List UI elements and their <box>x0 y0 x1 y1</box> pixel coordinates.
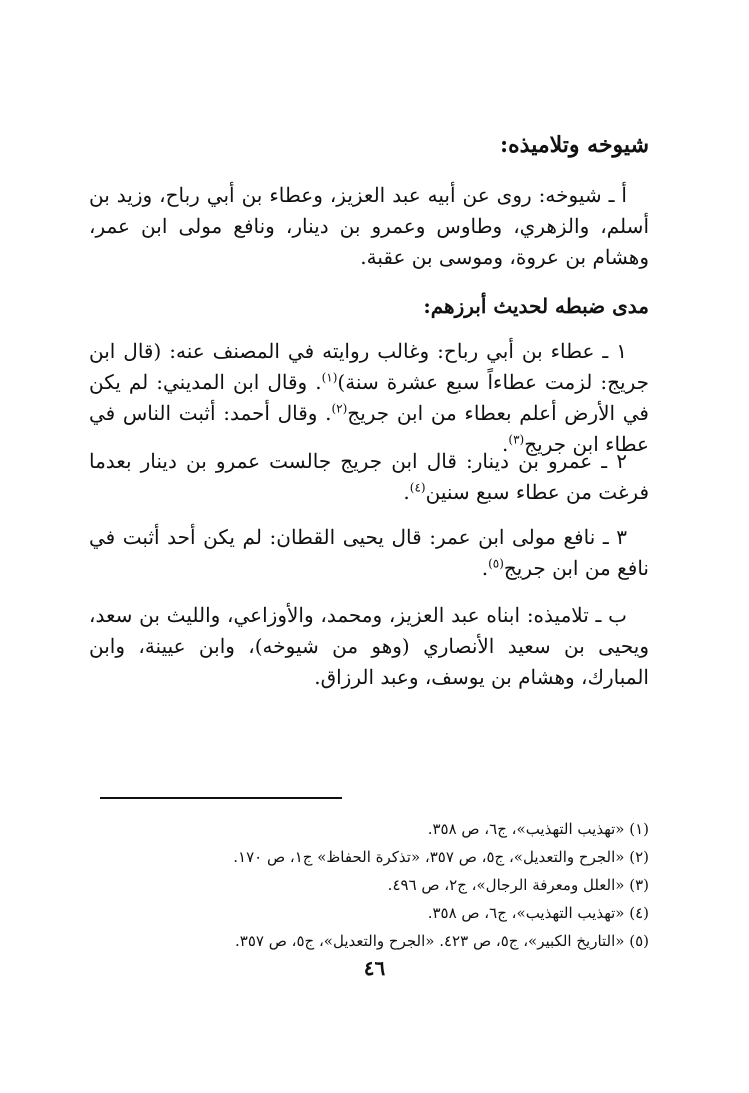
shuyukh-text: روى عن أبيه عبد العزيز، وعطاء بن أبي رباح، وزيد بن أسلم، والزهري، وطاوس وعمرو بن دينار، ونافع مولى ابن عمر، وهشام بن عروة، وموسى بن عقبة. <box>89 183 649 269</box>
footnote-3: (٣) «العلل ومعرفة الرجال»، ج٢، ص ٤٩٦. <box>387 876 649 894</box>
item-3-text-a: ٣ ـ نافع مولى ابن عمر: قال يحيى القطان: لم يكن أحد أثبت في نافع من ابن جريج <box>89 525 649 580</box>
item-2-text-b: . <box>403 480 410 504</box>
footnote-ref-3: (٣) <box>508 432 525 447</box>
item-2-text-a: ٢ ـ عمرو بن دينار: قال ابن جريج جالست عمرو بن دينار بعدما فرغت من عطاء سبع سنين <box>89 449 649 504</box>
subheading: مدى ضبطه لحديث أبرزهم: <box>423 294 649 318</box>
shuyukh-label: أ ـ شيوخه: <box>538 183 627 207</box>
footnotes <box>89 815 649 955</box>
item-3-paragraph <box>89 522 649 584</box>
page-number: ٤٦ <box>363 956 386 980</box>
talamidh-paragraph: ب ـ تلاميذه: ابناه عبد العزيز، ومحمد، والأوزاعي، والليث بن سعد، ويحيى بن سعيد الأنصاري (وهو من شيوخه)، وابن عيينة، وابن المبارك، وهشام بن يوسف، وعبد الرزاق. <box>89 603 649 689</box>
footnote-5: (٥) «التاريخ الكبير»، ج٥، ص ٤٢٣. «الجرح والتعديل»، ج٥، ص ٣٥٧. <box>234 932 649 950</box>
shuyukh-paragraph <box>89 180 649 273</box>
footnote-1: (١) «تهذيب التهذيب»، ج٦، ص ٣٥٨. <box>427 820 649 838</box>
footnote-divider <box>100 797 342 799</box>
item-2-paragraph <box>89 446 649 508</box>
footnote-ref-5: (٥) <box>488 556 504 571</box>
footnote-ref-2: (٢) <box>331 401 348 416</box>
item-1-text-a: ١ ـ عطاء بن أبي رباح: وغالب روايته في المصنف عنه: (قال ابن جريج: لزمت عطاءاً سبع عشرة سنة) <box>89 339 649 394</box>
item-1-paragraph <box>89 336 649 460</box>
item-3-text-b: . <box>481 556 489 580</box>
section-heading: شيوخه وتلاميذه: <box>500 132 649 158</box>
item-1-text-c: . وقال أحمد: أثبت الناس في عطاء ابن جريج <box>89 401 649 456</box>
footnote-2: (٢) «الجرح والتعديل»، ج٥، ص ٣٥٧، «تذكرة الحفاظ» ج١، ص ١٧٠. <box>233 848 649 866</box>
footnote-ref-4: (٤) <box>409 480 426 495</box>
item-1-text-d: . <box>502 432 509 456</box>
footnote-ref-1: (١) <box>321 370 338 385</box>
footnote-4: (٤) «تهذيب التهذيب»، ج٦، ص ٣٥٨. <box>427 904 649 922</box>
item-1-text-b: . وقال ابن المديني: لم يكن في الأرض أعلم بعطاء من ابن جريج <box>89 370 649 425</box>
